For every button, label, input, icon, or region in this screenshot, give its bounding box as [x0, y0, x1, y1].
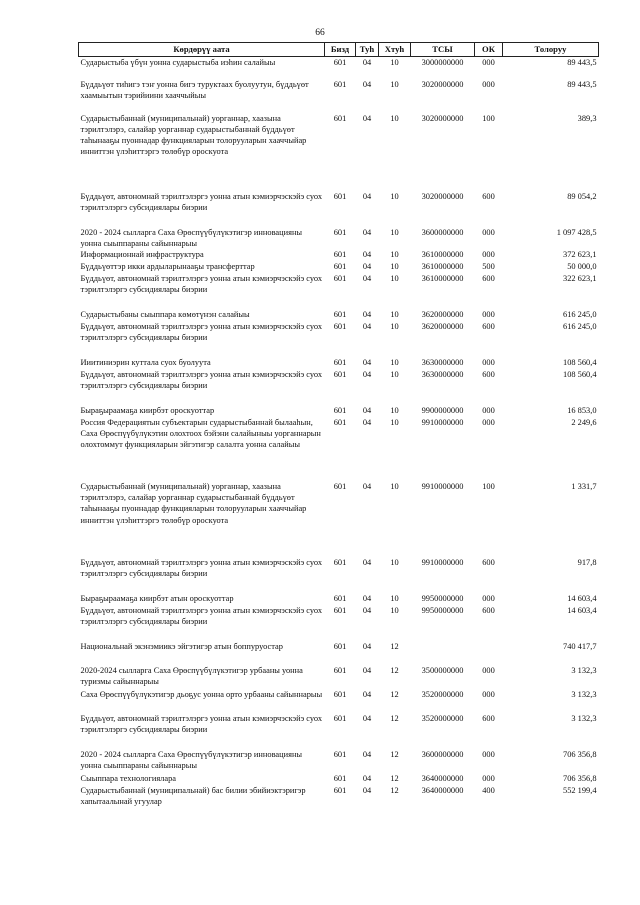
- cell-htuh: 12: [390, 665, 399, 675]
- cell-bizd: 601: [333, 309, 347, 319]
- cell-htuh: 10: [390, 273, 399, 283]
- cell-bizd: 601: [333, 749, 347, 759]
- cell-name: Бүддьүөт, автономнай тэрилтэлэргэ уонна атын кэмиэрчэскэйэ суох тэрилтэлэргэ субсидиялары биэрии: [80, 713, 323, 735]
- cell-name: Саха Өрөспүүбүлүкэтигэр дьоҕус уонна орто урбааны сайыннарыы: [80, 689, 323, 699]
- cell-ok: 000: [482, 749, 495, 759]
- cell-amount: 616 245,0: [563, 309, 597, 319]
- cell-tuh: 04: [362, 249, 372, 259]
- cell-htuh: 12: [390, 689, 399, 699]
- cell-htuh: 12: [390, 785, 399, 795]
- cell-bizd: 601: [333, 785, 347, 795]
- cell-htuh: 10: [390, 79, 399, 89]
- cell-tsy: 9950000000: [421, 593, 464, 603]
- cell-htuh: 10: [390, 417, 399, 427]
- budget-table: [78, 42, 599, 809]
- cell-name: Бүддьүөт, автономнай тэрилтэлэргэ уонна атын кэмиэрчэскэйэ суох тэрилтэлэргэ субсидиялары биэрии: [80, 605, 323, 627]
- cell-htuh: 10: [390, 357, 399, 367]
- column-header-tsy: ТСЫ: [411, 43, 475, 57]
- cell-tsy: 3000000000: [421, 58, 464, 67]
- cell-tsy: 3020000000: [421, 191, 464, 201]
- cell-name: Россия Федерациятын субъектарын сударыстыбаннай былааһын, Саха Өрөспүүбүлүкэтин олохтоох бэйэни салайыныы уорганнарын олохтоммут функцияларын эйгэтигэр салалта уонна салайыы: [80, 417, 321, 450]
- cell-amount: 706 356,8: [563, 749, 597, 759]
- cell-htuh: 12: [390, 773, 399, 783]
- cell-bizd: 601: [333, 79, 347, 89]
- cell-tsy: 3610000000: [421, 273, 464, 283]
- cell-ok: 600: [482, 605, 495, 615]
- cell-name: 2020 - 2024 сылларга Саха Өрөспүүбүлүкэтигэр инновацияны уонна сыыппараны сайыннарыы: [80, 749, 303, 771]
- table-row: [79, 249, 599, 261]
- cell-bizd: 601: [333, 713, 347, 723]
- cell-tuh: 04: [362, 79, 372, 89]
- column-header-ok: ОК: [475, 43, 503, 57]
- cell-ok: 000: [482, 417, 495, 427]
- cell-tsy: 3020000000: [421, 79, 464, 89]
- cell-tsy: 3640000000: [421, 773, 464, 783]
- cell-amount: 372 623,1: [563, 249, 597, 259]
- cell-htuh: 10: [390, 227, 399, 237]
- table-row: [79, 321, 599, 357]
- cell-bizd: 601: [333, 58, 347, 67]
- table-row: [79, 57, 599, 79]
- cell-name: Ииитиниэрин куттала суох буолуута: [80, 357, 211, 367]
- cell-bizd: 601: [333, 605, 347, 615]
- cell-name: Бүддьүөттэр икки ардыларынааҕы трансферттар: [80, 261, 255, 271]
- cell-tuh: 04: [362, 113, 372, 123]
- cell-ok: 000: [482, 593, 495, 603]
- cell-htuh: 10: [390, 249, 399, 259]
- cell-tuh: 04: [362, 321, 372, 331]
- table-body: [79, 57, 599, 809]
- cell-name: Сударыстыба үбүн уонна сударыстыба иэһин салайыы: [80, 58, 276, 67]
- cell-htuh: 10: [390, 321, 399, 331]
- table-row: [79, 309, 599, 321]
- cell-ok: 000: [482, 227, 495, 237]
- cell-ok: 000: [482, 689, 495, 699]
- cell-name: Сударыстыбаннай (муниципальнай) уорганнар, хаазына тэрилтэлэрэ, салайар уорганнар сударыстыбаннай бүддьүөт таһынааҕы пуоннадар функцияларын толорууларын хааччыйар инниттэн үлэһиттэргэ төлөбүр ороскуота: [80, 113, 307, 157]
- cell-ok: 600: [482, 713, 495, 723]
- cell-tsy: 3620000000: [421, 309, 464, 319]
- column-header-htuh: Хтуһ: [379, 43, 411, 57]
- cell-ok: 100: [482, 113, 495, 123]
- cell-tuh: 04: [362, 665, 372, 675]
- cell-name: Бүддьүөт, автономнай тэрилтэлэргэ уонна атын кэмиэрчэскэйэ суох тэрилтэлэргэ субсидиялары биэрии: [80, 369, 323, 391]
- cell-amount: 3 132,3: [571, 689, 597, 699]
- cell-name: Бүддьүөт, автономнай тэрилтэлэргэ уонна атын кэмиэрчэскэйэ суох тэрилтэлэргэ субсидиялары биэрии: [80, 557, 323, 579]
- cell-ok: 000: [482, 58, 495, 67]
- table-row: [79, 481, 599, 557]
- cell-amount: 16 853,0: [567, 405, 597, 415]
- cell-tuh: 04: [362, 417, 372, 427]
- column-header-bizd: Бизд: [325, 43, 356, 57]
- cell-bizd: 601: [333, 481, 347, 491]
- table-row: [79, 405, 599, 417]
- table-row: [79, 773, 599, 785]
- cell-ok: 000: [482, 79, 495, 89]
- table-row: [79, 713, 599, 749]
- table-row: [79, 417, 599, 481]
- cell-tuh: 04: [362, 557, 372, 567]
- cell-tsy: 3640000000: [421, 785, 464, 795]
- cell-bizd: 601: [333, 191, 347, 201]
- cell-htuh: 10: [390, 191, 399, 201]
- cell-amount: 89 443,5: [567, 79, 597, 89]
- table-row: [79, 369, 599, 405]
- cell-name: Бүддьүөт тиһигэ тэҥ уонна бигэ туруктаах буолуутун, бүддьүөт хаамыытын тэрийиини хааччыйыы: [80, 79, 309, 100]
- cell-tsy: 3610000000: [421, 261, 464, 271]
- cell-ok: 600: [482, 191, 495, 201]
- cell-amount: 14 603,4: [567, 605, 597, 615]
- table-header-row: [79, 43, 599, 57]
- cell-amount: 89 443,5: [567, 58, 597, 67]
- cell-ok: 600: [482, 321, 495, 331]
- cell-ok: 600: [482, 273, 495, 283]
- cell-tuh: 04: [362, 713, 372, 723]
- cell-amount: 50 000,0: [567, 261, 597, 271]
- cell-name: Сыыппара технологиялара: [80, 773, 176, 783]
- cell-name: Бүддьүөт, автономнай тэрилтэлэргэ уонна атын кэмиэрчэскэйэ суох тэрилтэлэргэ субсидиялары биэрии: [80, 321, 323, 343]
- cell-ok: 000: [482, 773, 495, 783]
- cell-bizd: 601: [333, 593, 347, 603]
- cell-tsy: 9910000000: [421, 417, 464, 427]
- cell-bizd: 601: [333, 773, 347, 783]
- cell-tsy: 3520000000: [421, 713, 464, 723]
- cell-bizd: 601: [333, 557, 347, 567]
- cell-tuh: 04: [362, 773, 372, 783]
- cell-name: Бүддьүөт, автономнай тэрилтэлэргэ уонна атын кэмиэрчэскэйэ суох тэрилтэлэргэ субсидиялары биэрии: [80, 191, 323, 212]
- cell-htuh: 10: [390, 58, 399, 67]
- cell-ok: 000: [482, 665, 495, 675]
- cell-tuh: 04: [362, 369, 372, 379]
- cell-tuh: 04: [362, 405, 372, 415]
- cell-name: Информационнай инфраструктура: [80, 249, 204, 259]
- cell-htuh: 12: [390, 641, 399, 651]
- cell-amount: 89 054,2: [567, 191, 597, 201]
- cell-htuh: 10: [390, 369, 399, 379]
- cell-htuh: 10: [390, 593, 399, 603]
- cell-ok: [475, 641, 503, 665]
- cell-tsy: 3600000000: [421, 227, 464, 237]
- cell-bizd: 601: [333, 321, 347, 331]
- cell-bizd: 601: [333, 405, 347, 415]
- table-row: [79, 749, 599, 773]
- cell-amount: 1 331,7: [571, 481, 597, 491]
- cell-tsy: 3610000000: [421, 249, 464, 259]
- table-row: [79, 665, 599, 689]
- table-row: [79, 79, 599, 113]
- cell-htuh: 12: [390, 749, 399, 759]
- cell-tuh: 04: [362, 689, 372, 699]
- table-row: [79, 605, 599, 641]
- cell-htuh: 10: [390, 557, 399, 567]
- cell-tuh: 04: [362, 191, 372, 201]
- cell-bizd: 601: [333, 113, 347, 123]
- cell-amount: 14 603,4: [567, 593, 597, 603]
- cell-bizd: 601: [333, 689, 347, 699]
- cell-htuh: 10: [390, 309, 399, 319]
- cell-bizd: 601: [333, 357, 347, 367]
- cell-ok: 000: [482, 249, 495, 259]
- cell-tsy: 9900000000: [421, 405, 464, 415]
- cell-tsy: 3500000000: [421, 665, 464, 675]
- cell-ok: 600: [482, 557, 495, 567]
- cell-name: Быраҕыраамаҕа киирбэт атын ороскуоттар: [80, 593, 234, 603]
- cell-amount: 552 199,4: [563, 785, 597, 795]
- cell-name: Бүддьүөт, автономнай тэрилтэлэргэ уонна атын кэмиэрчэскэйэ суох тэрилтэлэргэ субсидиялары биэрии: [80, 273, 323, 295]
- cell-name: Сударыстыбаннай (муниципальнай) бас билии эбийиэктэригэр хапытаалынай угуулар: [80, 785, 306, 807]
- cell-bizd: 601: [333, 261, 347, 271]
- column-header-amount: Толоруу: [503, 43, 599, 57]
- cell-tuh: 04: [362, 273, 372, 283]
- cell-name: Быраҕыраамаҕа киирбэт ороскуоттар: [80, 405, 215, 415]
- cell-name: 2020 - 2024 сылларга Саха Өрөспүүбүлүкэтигэр инновацияны уонна сыыппараны сайыннарыы: [80, 227, 303, 248]
- cell-tsy: 9910000000: [421, 481, 464, 491]
- cell-htuh: 10: [390, 481, 399, 491]
- cell-amount: 2 249,6: [571, 417, 597, 427]
- cell-ok: 600: [482, 369, 495, 379]
- cell-bizd: 601: [333, 641, 347, 651]
- table-row: [79, 357, 599, 369]
- cell-tuh: 04: [362, 481, 372, 491]
- table-row: [79, 785, 599, 809]
- cell-htuh: 10: [390, 113, 399, 123]
- table-row: [79, 191, 599, 227]
- cell-tsy: 3620000000: [421, 321, 464, 331]
- cell-amount: 108 560,4: [563, 357, 597, 367]
- cell-ok: 400: [482, 785, 495, 795]
- table-row: [79, 227, 599, 249]
- cell-htuh: 10: [390, 261, 399, 271]
- column-header-name: Көрдөрүү аата: [79, 43, 325, 57]
- table-row: [79, 261, 599, 273]
- cell-tsy: 3520000000: [421, 689, 464, 699]
- cell-tuh: 04: [362, 261, 372, 271]
- cell-tuh: 04: [362, 593, 372, 603]
- table-row: [79, 557, 599, 593]
- cell-tsy: 3600000000: [421, 749, 464, 759]
- cell-tuh: 04: [362, 58, 372, 67]
- cell-ok: 500: [482, 261, 495, 271]
- cell-bizd: 601: [333, 249, 347, 259]
- cell-htuh: 10: [390, 605, 399, 615]
- cell-tuh: 04: [362, 227, 372, 237]
- table-row: [79, 689, 599, 713]
- cell-tsy: 3630000000: [421, 369, 464, 379]
- cell-bizd: 601: [333, 227, 347, 237]
- cell-ok: 100: [482, 481, 495, 491]
- cell-amount: 3 132,3: [571, 713, 597, 723]
- cell-tsy: 9950000000: [421, 605, 464, 615]
- cell-tsy: 3020000000: [421, 113, 464, 123]
- cell-tuh: 04: [362, 749, 372, 759]
- column-header-tuh: Туһ: [356, 43, 379, 57]
- table-row: [79, 273, 599, 309]
- cell-amount: 1 097 428,5: [556, 227, 597, 237]
- cell-bizd: 601: [333, 273, 347, 283]
- cell-amount: 389,3: [577, 113, 597, 123]
- cell-amount: 108 560,4: [563, 369, 597, 379]
- cell-tuh: 04: [362, 641, 372, 651]
- cell-bizd: 601: [333, 665, 347, 675]
- table-row: [79, 593, 599, 605]
- cell-tsy: 3630000000: [421, 357, 464, 367]
- cell-name: Сударыстыбаны сыыппара көмөтүнэн салайыы: [80, 309, 250, 319]
- cell-amount: 917,8: [577, 557, 597, 567]
- cell-amount: 706 356,8: [563, 773, 597, 783]
- cell-tuh: 04: [362, 357, 372, 367]
- cell-htuh: 10: [390, 405, 399, 415]
- cell-name: Сударыстыбаннай (муниципальнай) уорганнар, хаазына тэрилтэлэрэ, салайар уорганнар сударыстыбаннай бүддьүөт таһынааҕы пуоннадар функцияларын толорууларын хааччыйар инниттэн үлэһиттэргэ төлөбүр ороскуота: [80, 481, 307, 525]
- cell-ok: 000: [482, 405, 495, 415]
- cell-ok: 000: [482, 309, 495, 319]
- cell-htuh: 12: [390, 713, 399, 723]
- cell-amount: 740 417,7: [563, 641, 597, 651]
- cell-bizd: 601: [333, 369, 347, 379]
- cell-name: Национальнай экэнэмиикэ эйгэтигэр атын боппуруостар: [80, 641, 283, 651]
- page-number: 66: [315, 28, 325, 38]
- cell-tuh: 04: [362, 309, 372, 319]
- cell-name: 2020-2024 сылларга Саха Өрөспүүбүлүкэтигэр урбааны уонна туризмы сайыннарыы: [80, 665, 303, 687]
- cell-amount: 616 245,0: [563, 321, 597, 331]
- cell-bizd: 601: [333, 417, 347, 427]
- cell-ok: 000: [482, 357, 495, 367]
- cell-amount: 322 623,1: [563, 273, 597, 283]
- table-row: [79, 641, 599, 665]
- cell-tsy: [411, 641, 475, 665]
- cell-tuh: 04: [362, 785, 372, 795]
- cell-amount: 3 132,3: [571, 665, 597, 675]
- cell-tuh: 04: [362, 605, 372, 615]
- cell-tsy: 9910000000: [421, 557, 464, 567]
- table-row: [79, 113, 599, 191]
